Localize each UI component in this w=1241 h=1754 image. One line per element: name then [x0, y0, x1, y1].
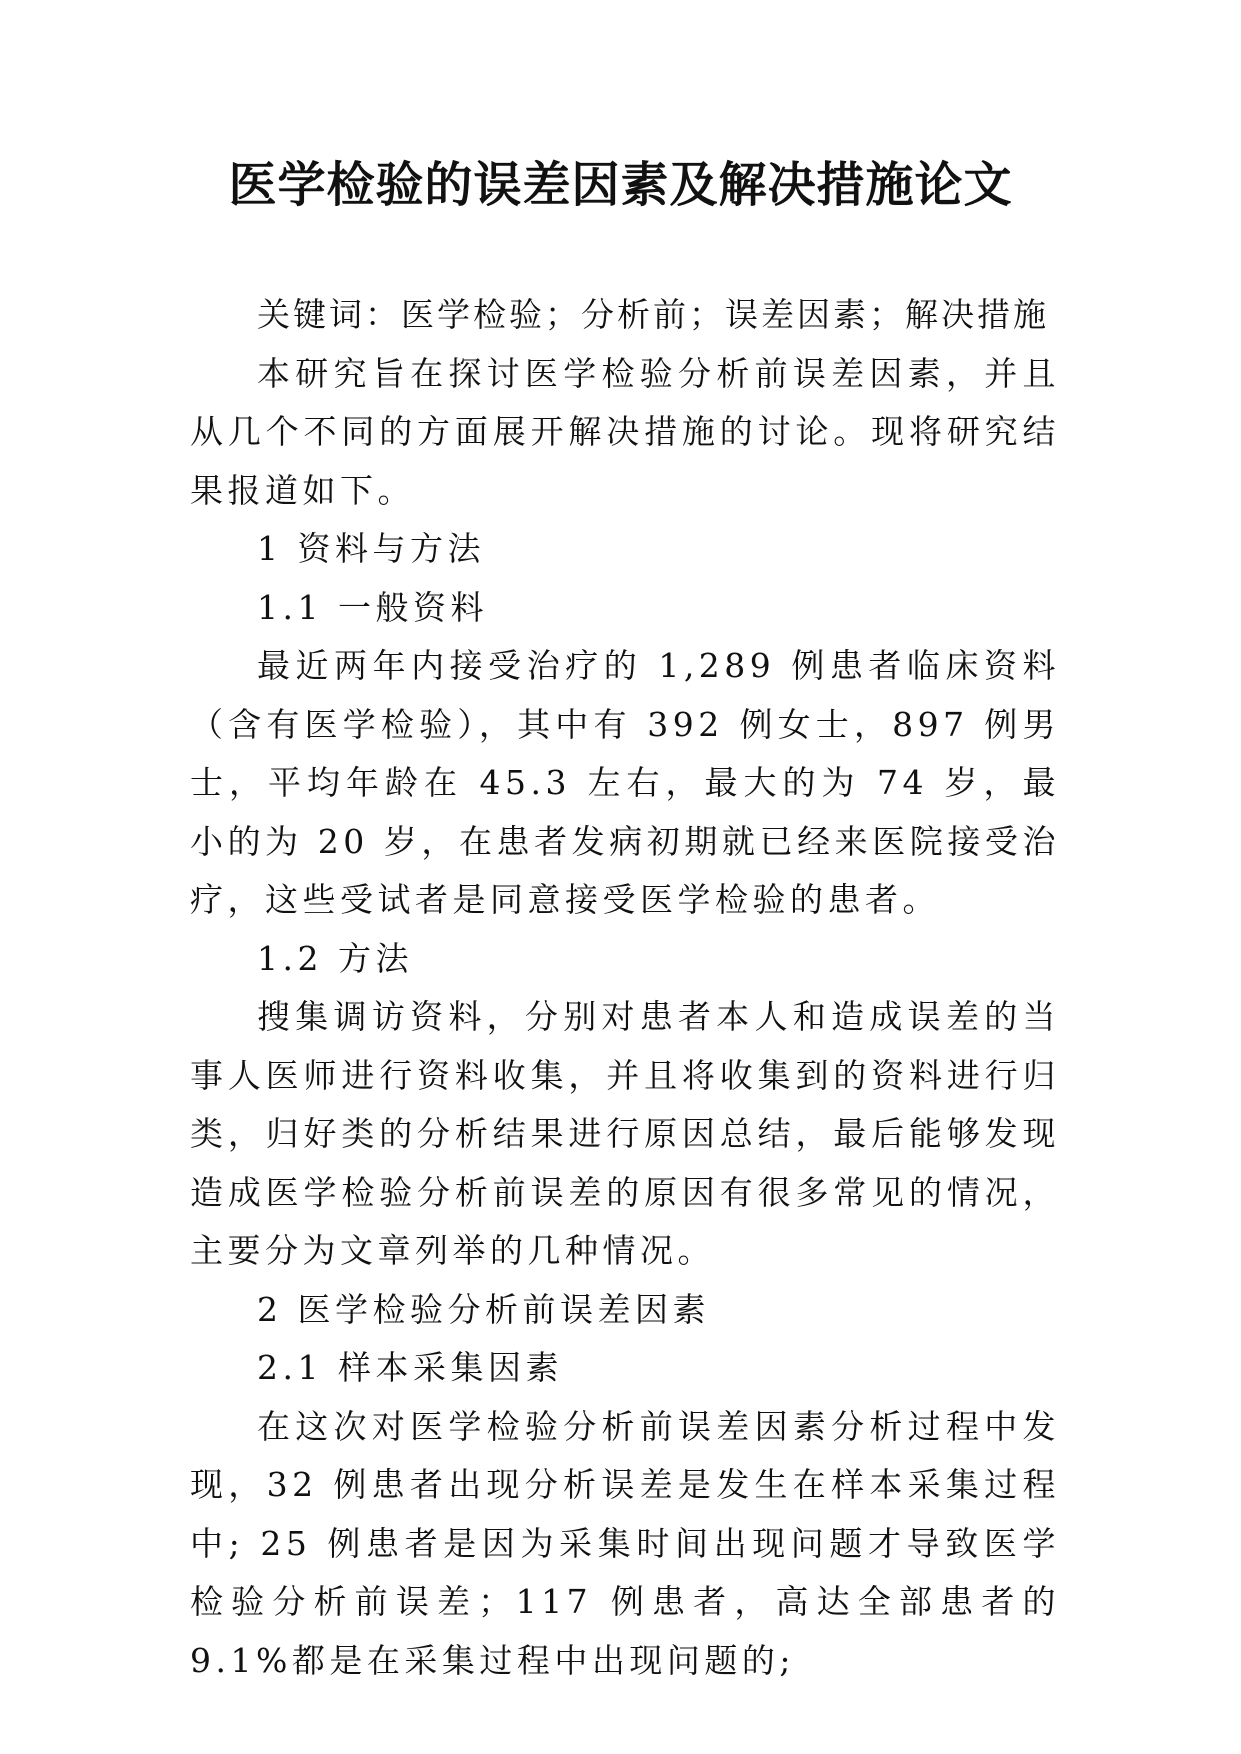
subsection-heading-1-2: 1.2 方法	[257, 938, 413, 978]
methods-paragraph: 搜集调访资料，分别对患者本人和造成误差的当事人医师进行资料收集，并且将收集到的资料进行归类，归好类的分析结果进行原因总结，最后能够发现造成医学检验分析前误差的原因有很多常见的情况，主要分为文章列举的几种情况。	[190, 997, 1060, 1270]
general-data-paragraph: 最近两年内接受治疗的 1,289 例患者临床资料（含有医学检验），其中有 392 例女士，897 例男士，平均年龄在 45.3 左右，最大的为 74 岁，最小的为 20 岁，在患者发病初期就已经来医院接受治疗，这些受试者是同意接受医学检验的患者。	[190, 646, 1060, 919]
section-heading-2: 2 医学检验分析前误差因素	[257, 1289, 710, 1329]
section-heading-1: 1 资料与方法	[257, 529, 485, 568]
intro-paragraph: 本研究旨在探讨医学检验分析前误差因素，并且从几个不同的方面展开解决措施的讨论。现将研究结果报道如下。	[190, 353, 1060, 510]
subsection-heading-2-1: 2.1 样本采集因素	[257, 1348, 563, 1387]
keywords-paragraph: 关键词：医学检验；分析前；误差因素；解决措施	[257, 295, 1049, 334]
document-body	[190, 286, 1060, 1690]
sample-collection-paragraph: 在这次对医学检验分析前误差因素分析过程中发现，32 例患者出现分析误差是发生在样本采集过程中; 25 例患者是因为采集时间出现问题才导致医学检验分析前误差；117 例患者，高达全部患者的 9.1%都是在采集过程中出现问题的;	[190, 1406, 1060, 1680]
subsection-heading-1-1: 1.1 一般资料	[257, 587, 488, 627]
document-title: 医学检验的误差因素及解决措施论文	[228, 157, 1013, 213]
